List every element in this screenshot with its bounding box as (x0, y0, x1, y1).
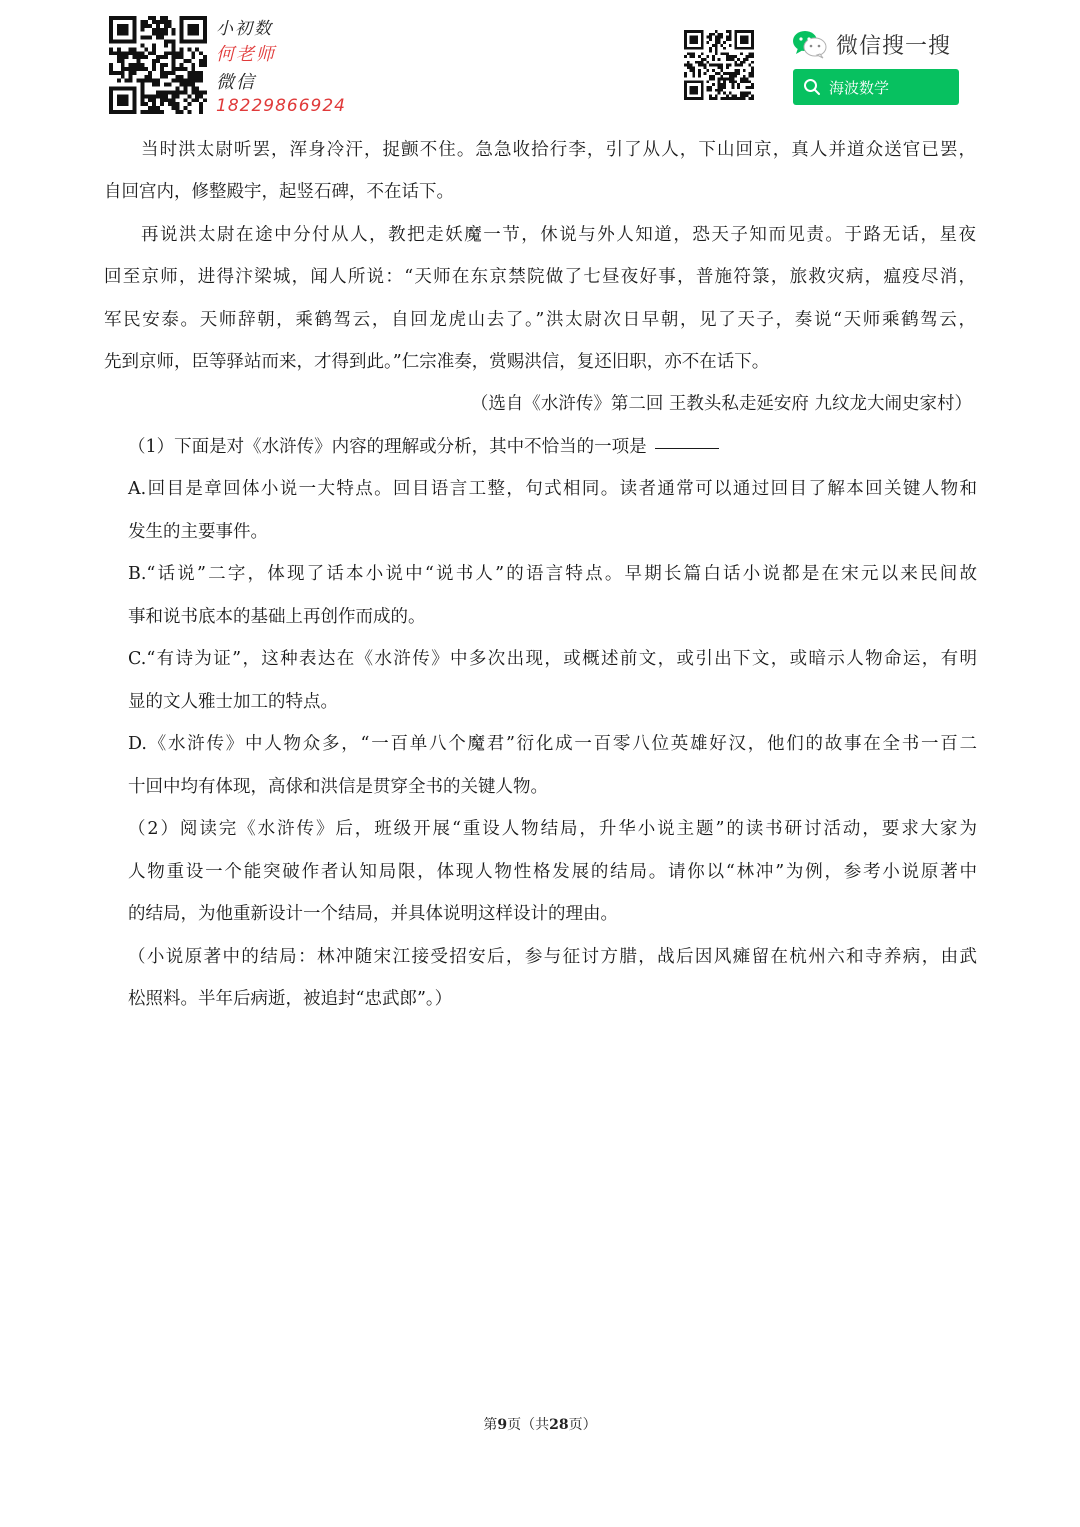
option-d-line-2: 十回中均有体现，高俅和洪信是贯穿全书的关键人物。 (128, 777, 548, 797)
question-2-line-3: 的结局，为他重新设计一个结局，并具体说明这样设计的理由。 (128, 904, 618, 924)
handwriting-phone: 18229866924 (216, 96, 346, 116)
option-c-line-2: 显的文人雅士加工的特点。 (128, 692, 338, 712)
option-a-line-2: 发生的主要事件。 (128, 522, 268, 542)
qr-code-left (108, 16, 208, 114)
question-1-text: （1）下面是对《水浒传》内容的理解或分析，其中不恰当的一项是 (128, 437, 647, 457)
option-b-line-1: B.“话说”二字，体现了话本小说中“说书人”的语言特点。早期长篇白话小说都是在宋元以来民间故 (128, 564, 977, 584)
wechat-logo-icon (792, 29, 828, 59)
answer-blank[interactable] (655, 447, 719, 449)
handwriting-subject: 小初数 (216, 19, 273, 39)
option-b-line-2: 事和说书底本的基础上再创作而成的。 (128, 607, 426, 627)
paragraph-2-line-3: 军民安泰。天师辞朝，乘鹤驾云，自回龙虎山去了。”洪太尉次日早朝，见了天子，奏说“天师乘鹤驾云， (104, 310, 976, 330)
handwriting-wechat: 微信 (216, 72, 256, 93)
qr-code-right (684, 30, 754, 100)
paragraph-2-line-1: 再说洪太尉在途中分付从人，教把走妖魔一节，休说与外人知道，恐天子知而见责。于路无话，星夜 (141, 225, 976, 245)
paragraph-2-line-2: 回至京师，进得汴梁城，闻人所说：“天师在东京禁院做了七昼夜好事，普施符箓，旅救灾病，瘟疫尽消， (104, 267, 976, 287)
option-a-line-1: A.回目是章回体小说一大特点。回目语言工整，句式相同。读者通常可以通过回目了解本回关键人物和 (128, 479, 977, 499)
question-2-line-2: 人物重设一个能突破作者认知局限，体现人物性格发展的结局。请你以“林冲”为例，参考小说原著中 (128, 862, 977, 882)
option-c-line-1: C.“有诗为证”，这种表达在《水浒传》中多次出现，或概述前文，或引出下文，或暗示人物命运，有明 (128, 649, 977, 669)
search-keyword: 海波数学 (829, 78, 890, 97)
source-citation: （选自《水浒传》第二回 王教头私走延安府 九纹龙大闹史家村） (470, 394, 972, 414)
option-d-line-1: D.《水浒传》中人物众多，“一百单八个魔君”衍化成一百零八位英雄好汉，他们的故事在全书一百二 (128, 734, 977, 754)
paragraph-2-line-4: 先到京师，臣等驿站而来，才得到此。”仁宗准奏，赏赐洪信，复还旧职，亦不在话下。 (104, 352, 770, 372)
page-number: 第9页（共28页） (483, 1417, 597, 1433)
paragraph-1-line-1: 当时洪太尉听罢，浑身冷汗，捉颤不住。急急收拾行李，引了从人，下山回京，真人并道众送官已罢， (141, 140, 976, 160)
wechat-search-label: 微信搜一搜 (836, 33, 952, 59)
search-icon (803, 78, 821, 96)
handwriting-teacher: 何老师 (216, 44, 276, 65)
note-line-1: （小说原著中的结局：林冲随宋江接受招安后，参与征讨方腊，战后因风瘫留在杭州六和寺养病，由武 (128, 947, 977, 967)
note-line-2: 松照料。半年后病逝，被追封“忠武郎”。） (128, 989, 453, 1009)
wechat-search-title (792, 28, 951, 60)
paragraph-1-line-2: 自回宫内，修整殿宇，起竖石碑，不在话下。 (104, 182, 454, 202)
question-1 (128, 426, 719, 469)
wechat-search-box[interactable] (793, 69, 959, 105)
question-2-line-1: （2）阅读完《水浒传》后，班级开展“重设人物结局，升华小说主题”的读书研讨活动，要求大家为 (128, 819, 977, 839)
